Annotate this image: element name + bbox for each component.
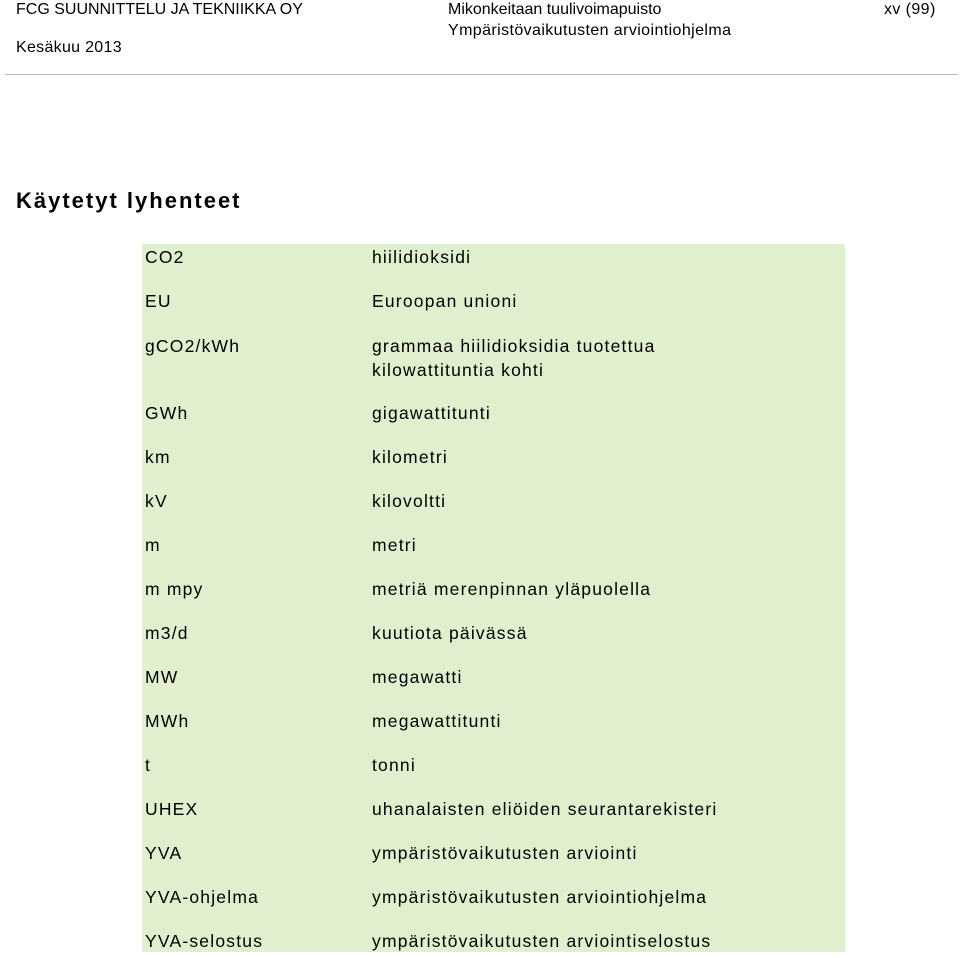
abbr-definition: megawattitunti xyxy=(372,711,502,731)
header-page-number: xv (99) xyxy=(884,1,936,18)
abbr-term: CO2 xyxy=(145,247,185,267)
abbr-term: t xyxy=(145,755,152,775)
header-company: FCG SUUNNITTELU JA TEKNIIKKA OY xyxy=(16,1,303,18)
abbr-definition: gigawattitunti xyxy=(372,403,491,423)
abbr-definition: hiilidioksidi xyxy=(372,247,472,267)
abbr-definition: ympäristövaikutusten arviointi xyxy=(372,843,638,863)
abbr-term: MWh xyxy=(145,711,190,731)
abbr-definition: grammaa hiilidioksidia tuotettua xyxy=(372,336,656,356)
abbr-term: MW xyxy=(145,667,179,687)
section-title: Käytetyt lyhenteet xyxy=(16,188,242,213)
abbr-definition: kilovoltti xyxy=(372,491,447,511)
header-divider xyxy=(5,74,958,75)
abbr-definition: kuutiota päivässä xyxy=(372,623,528,643)
abbr-definition: kilometri xyxy=(372,447,448,467)
abbr-definition: megawatti xyxy=(372,667,463,687)
abbr-term: km xyxy=(145,447,171,467)
abbr-definition: ympäristövaikutusten arviointiselostus xyxy=(372,931,712,951)
abbr-term: EU xyxy=(145,291,172,311)
abbr-term: m mpy xyxy=(145,579,204,599)
header-date: Kesäkuu 2013 xyxy=(16,39,122,56)
header-project: Mikonkeitaan tuulivoimapuisto xyxy=(448,1,662,18)
abbr-term: UHEX xyxy=(145,799,199,819)
abbr-definition: metriä merenpinnan yläpuolella xyxy=(372,579,652,599)
abbr-term: m xyxy=(145,535,161,555)
abbr-term: kV xyxy=(145,491,168,511)
abbr-term: YVA-ohjelma xyxy=(145,887,260,907)
abbr-definition: ympäristövaikutusten arviointiohjelma xyxy=(372,887,708,907)
abbr-term: GWh xyxy=(145,403,189,423)
abbr-term: m3/d xyxy=(145,623,189,643)
abbr-definition: Euroopan unioni xyxy=(372,291,518,311)
abbr-definition: uhanalaisten eliöiden seurantarekisteri xyxy=(372,799,718,819)
abbr-definition: tonni xyxy=(372,755,416,775)
abbr-term: YVA-selostus xyxy=(145,931,264,951)
abbr-term: gCO2/kWh xyxy=(145,336,241,356)
header-program: Ympäristövaikutusten arviointiohjelma xyxy=(448,22,732,39)
abbr-definition-continued: kilowattituntia kohti xyxy=(372,360,545,380)
abbr-term: YVA xyxy=(145,843,183,863)
abbr-definition: metri xyxy=(372,535,417,555)
